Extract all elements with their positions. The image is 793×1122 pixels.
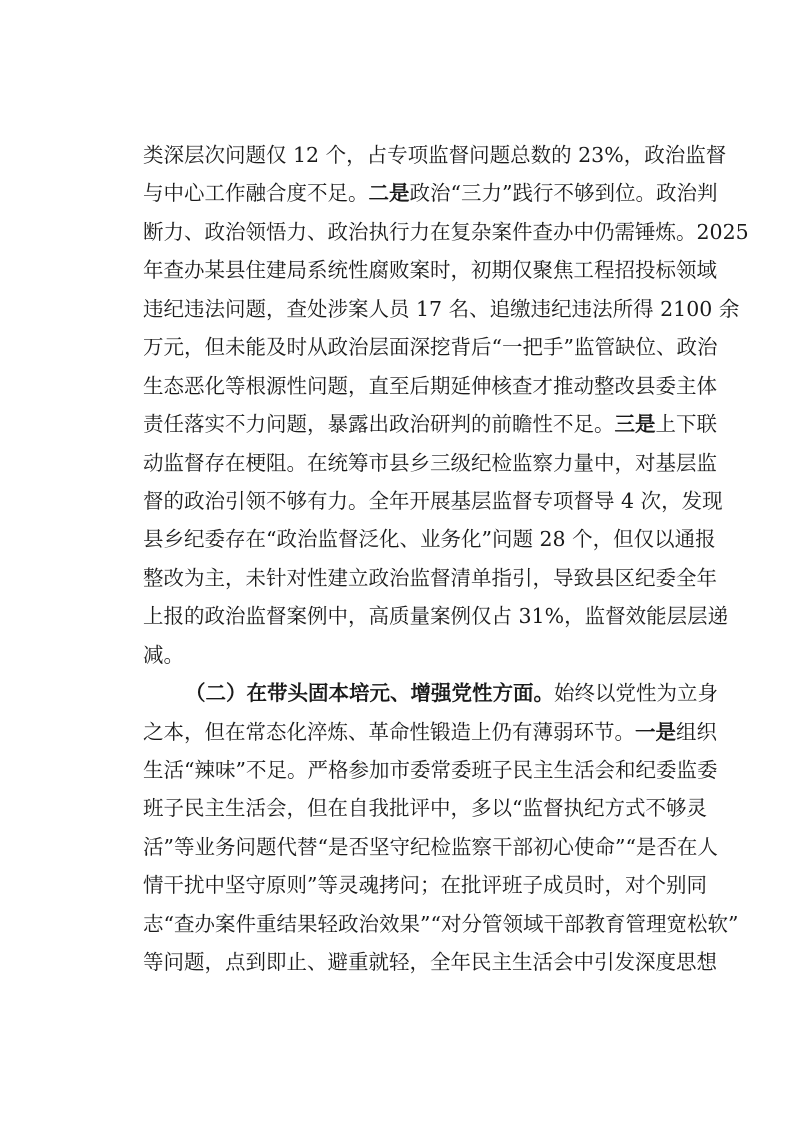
- bold-text-segment: 一是: [635, 719, 676, 744]
- text-line: [143, 674, 718, 712]
- text-line: [143, 213, 749, 251]
- text-segment: 与中心工作融合度不足。: [143, 181, 369, 206]
- text-segment: 万元，但未能及时从政治层面深挖背后“一把手”监管缺位、政治: [143, 335, 718, 360]
- text-line: [143, 482, 723, 520]
- text-segment: 情干扰中坚守原则”等灵魂拷问；在批评班子成员时，对个别同: [143, 873, 707, 898]
- bold-text-segment: 三是: [614, 412, 656, 437]
- text-line: [143, 905, 739, 943]
- text-line: [143, 251, 717, 289]
- text-segment: 生态恶化等根源性问题，直至后期延伸核查才推动整改县委主体: [143, 373, 717, 398]
- text-segment: 年查办某县住建局系统性腐败案时，初期仅聚焦工程招投标领域: [143, 258, 717, 283]
- text-line: [143, 828, 718, 866]
- text-segment: 始终以党性为立身: [554, 681, 718, 706]
- text-line: [143, 559, 717, 597]
- text-segment: 上下联: [655, 412, 717, 437]
- text-segment: 生活“辣味”不足。严格参加市委常委班子民主生活会和纪委监委: [143, 758, 718, 782]
- bold-text-segment: 二是: [368, 181, 410, 206]
- text-line: [143, 290, 740, 328]
- text-segment: 之本，但在常态化淬炼、革命性锻造上仍有薄弱环节。: [143, 719, 635, 744]
- text-segment: 班子民主生活会，但在自我批评中，多以“监督执纪方式不够灵: [143, 796, 707, 821]
- text-segment: 县乡纪委存在“政治监督泛化、业务化”问题 28 个，但仅以通报: [143, 527, 716, 552]
- text-segment: 整改为主，未针对性建立政治监督清单指引，导致县区纪委全年: [143, 565, 717, 590]
- text-segment: 减。: [143, 642, 184, 667]
- text-line: [143, 597, 729, 635]
- text-line: [143, 136, 727, 174]
- text-line: [143, 520, 716, 558]
- text-line: [143, 328, 718, 366]
- text-line: [143, 367, 717, 405]
- text-segment: 动监督存在梗阻。在统筹市县乡三级纪检监察力量中，对基层监: [143, 450, 717, 475]
- text-segment: 组织: [676, 719, 717, 744]
- text-line: [143, 866, 707, 904]
- text-line: [143, 444, 717, 482]
- text-segment: 断力、政治领悟力、政治执行力在复杂案件查办中仍需锤炼。2025: [143, 219, 749, 244]
- text-segment: 等问题，点到即止、避重就轻，全年民主生活会中引发深度思想: [143, 950, 717, 975]
- text-line: [143, 751, 718, 789]
- text-line: [143, 405, 717, 443]
- text-line: [143, 943, 717, 981]
- text-segment: 督的政治引领不够有力。全年开展基层监督专项督导 4 次，发现: [143, 488, 723, 513]
- text-segment: 责任落实不力问题，暴露出政治研判的前瞻性不足。: [143, 412, 615, 437]
- text-segment: 违纪违法问题，查处涉案人员 17 名、追缴违纪违法所得 2100 余: [143, 296, 740, 321]
- text-segment: 志“查办案件重结果轻政治效果”“对分管领域干部教育管理宽松软”: [143, 911, 739, 936]
- text-segment: 政治“三力”践行不够到位。政治判: [409, 181, 718, 206]
- bold-text-segment: （二）在带头固本培元、增强党性方面。: [185, 681, 554, 706]
- text-segment: 活”等业务问题代替“是否坚守纪检监察干部初心使命”“是否在人: [143, 834, 718, 859]
- text-segment: 上报的政治监督案例中，高质量案例仅占 31%，监督效能层层递: [143, 604, 729, 629]
- text-line: [143, 174, 718, 212]
- document-body: [143, 136, 749, 982]
- text-line: [143, 789, 707, 827]
- text-segment: 类深层次问题仅 12 个，占专项监督问题总数的 23%，政治监督: [143, 143, 727, 167]
- text-line: [143, 713, 717, 751]
- text-line: [143, 636, 653, 674]
